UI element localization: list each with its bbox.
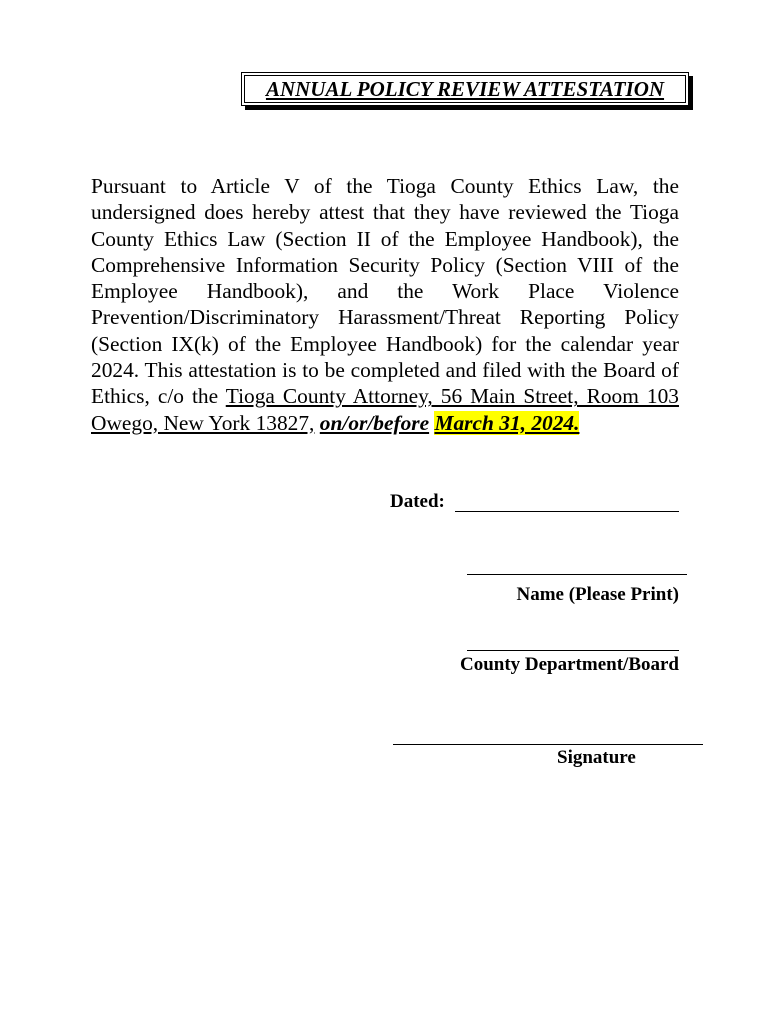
dated-label: Dated: (390, 491, 445, 512)
department-line[interactable] (467, 650, 679, 651)
signature-label: Signature (557, 747, 636, 768)
department-label: County Department/Board (459, 654, 679, 675)
document-title: ANNUAL POLICY REVIEW ATTESTATION (265, 76, 665, 101)
address-text: Tioga County Attorney, 56 Main Street, Room 103 Owego, New York 13827, (91, 384, 679, 435)
name-label: Name (Please Print) (516, 584, 679, 605)
body-text: Pursuant to Article V of the Tioga County Ethics Law, the undersigned does hereby attest that they have reviewed the Tioga County Ethics Law (Section II of the Employee Handbook), the Comprehensive Information Security Policy (Section VIII of the Employee Handbook), and the Work Place Violence Prevention/Discriminatory Harassment/Threat Reporting Policy (Section IX(k) of the Employee Handbook) for the calendar year 2024. This attestation is to be completed and filed with the Board of Ethics, c/o the (91, 174, 679, 409)
title-box (241, 72, 689, 106)
deadline-prefix: on/or/before (319, 410, 430, 435)
signature-line[interactable] (393, 744, 703, 745)
deadline-date: March 31, 2024. (434, 410, 580, 435)
dated-line[interactable] (455, 511, 679, 512)
attestation-body (91, 173, 679, 436)
name-line[interactable] (467, 574, 687, 575)
